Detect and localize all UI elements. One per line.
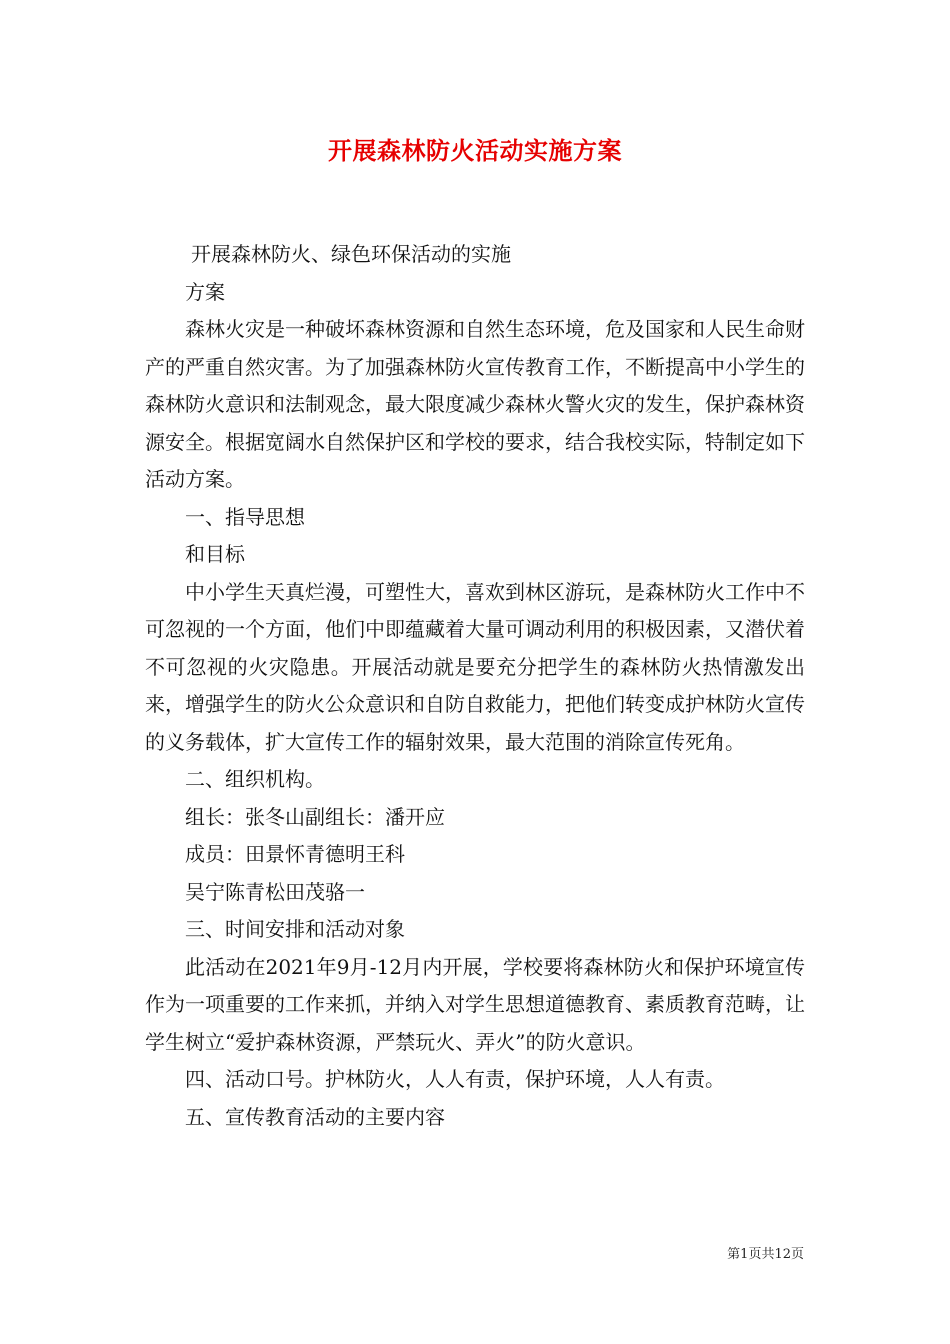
document-title: 开展森林防火活动实施方案 <box>328 136 622 165</box>
paragraph: 森林火灾是一种破坏森林资源和自然生态环境，危及国家和人民生命财产的严重自然灾害。为了加强森林防火宣传教育工作，不断提高中小学生的森林防火意识和法制观念，最大限度减少森林火警火灾的发生，保护森林资源安全。根据宽阔水自然保护区和学校的要求，结合我校实际，特制定如下活动方案。 <box>145 317 805 491</box>
paragraph: 成员：田景怀青德明王科 <box>185 842 405 866</box>
section-heading: 三、时间安排和活动对象 <box>185 917 405 941</box>
section-heading: 五、宣传教育活动的主要内容 <box>185 1104 445 1129</box>
section-heading: 和目标 <box>185 542 245 566</box>
paragraph: 组长：张冬山副组长：潘开应 <box>185 804 445 829</box>
document-body <box>145 236 805 1136</box>
section-heading: 二、组织机构。 <box>185 767 325 791</box>
paragraph: 中小学生天真烂漫，可塑性大，喜欢到林区游玩，是森林防火工作中不可忽视的一个方面，他们中即蕴藏着大量可调动利用的积极因素，又潜伏着不可忽视的火灾隐患。开展活动就是要充分把学生的森林防火热情激发出来，增强学生的防火公众意识和自防自救能力，把他们转变成护林防火宣传的义务载体，扩大宣传工作的辐射效果，最大范围的消除宣传死角。 <box>145 579 805 754</box>
paragraph: 此活动在2021年9月-12月内开展，学校要将森林防火和保护环境宣传作为一项重要的工作来抓，并纳入对学生思想道德教育、素质教育范畴，让学生树立“爱护森林资源，严禁玩火、弄火”的防火意识。 <box>145 954 805 1054</box>
paragraph: 开展森林防火、绿色环保活动的实施 <box>191 242 511 266</box>
section-heading: 四、活动口号。护林防火，人人有责，保护环境，人人有责。 <box>185 1067 725 1091</box>
section-heading: 一、指导思想 <box>185 504 305 529</box>
page-number: 第1页共12页 <box>727 1247 804 1262</box>
paragraph: 吴宁陈青松田茂骆一 <box>185 879 365 904</box>
paragraph: 方案 <box>185 279 225 304</box>
